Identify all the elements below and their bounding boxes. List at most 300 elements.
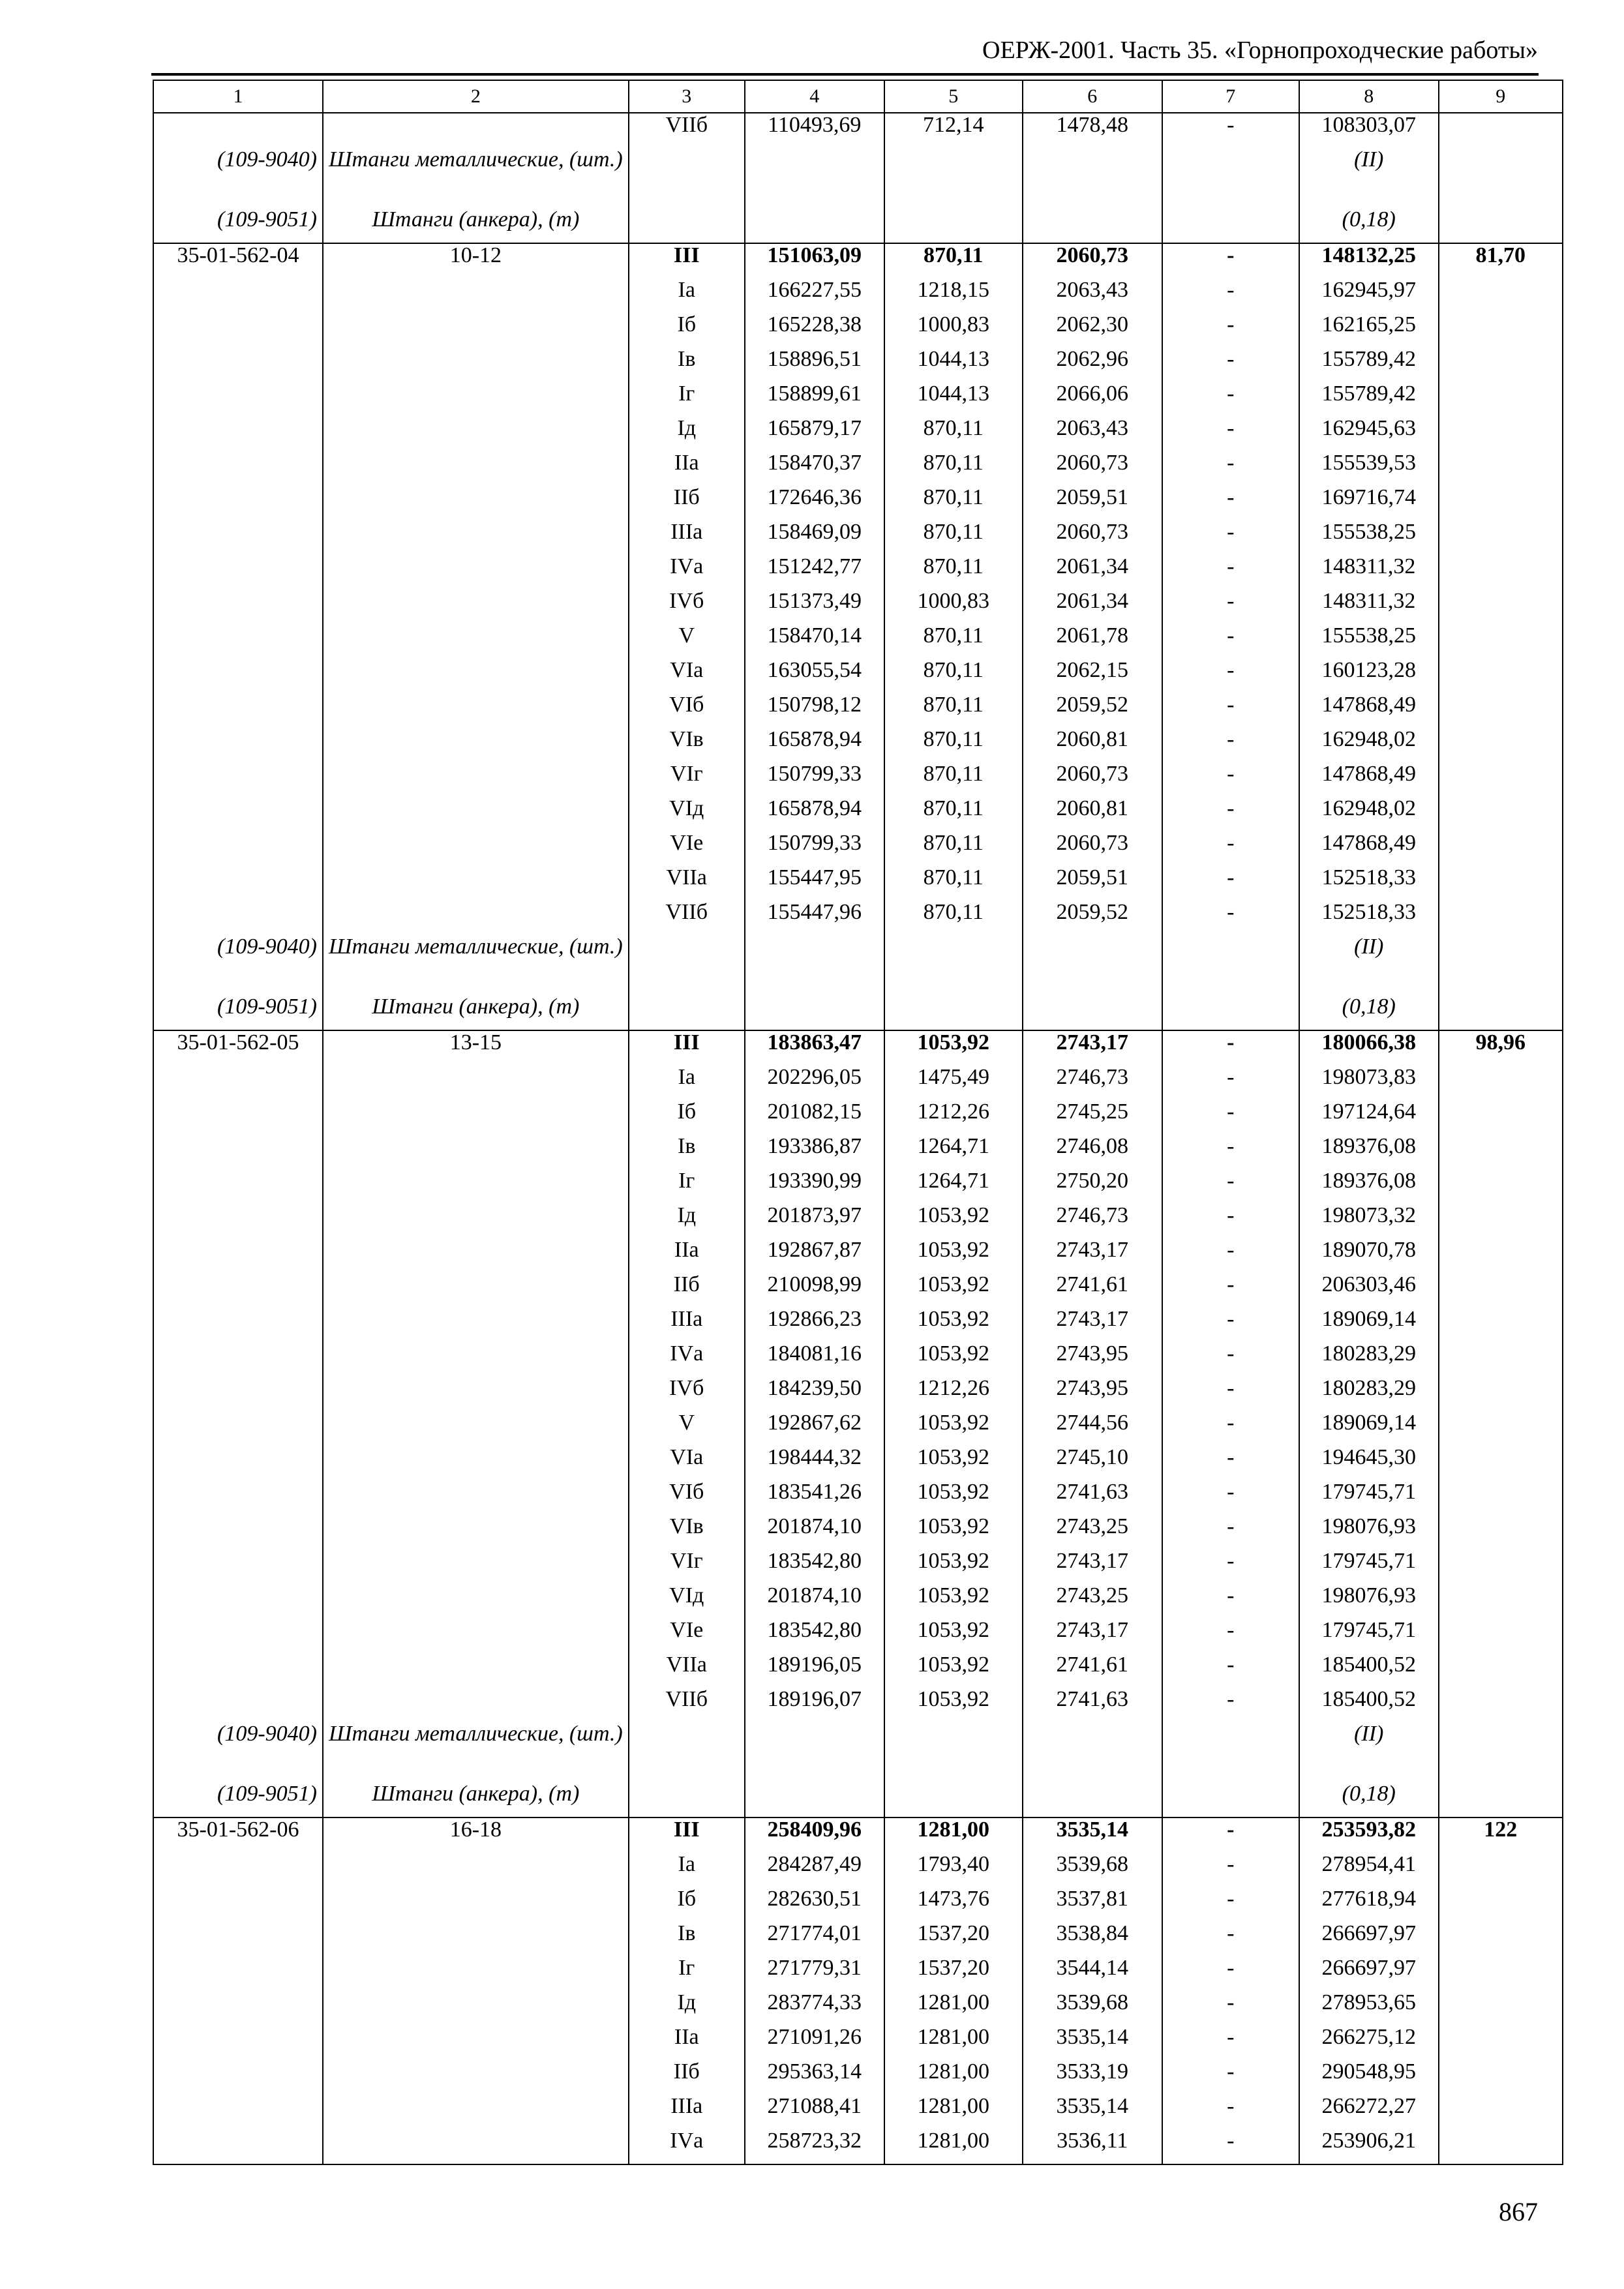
value-cell-c5: 1473,76: [884, 1887, 1023, 1922]
empty-cell: [884, 1722, 1023, 1782]
table-row: [153, 659, 1563, 693]
value-cell-c4: 282630,51: [745, 1887, 884, 1922]
value-cell-c6: 2743,17: [1023, 1308, 1162, 1342]
value-cell-c4: 155447,95: [745, 866, 884, 901]
value-cell-c7: -: [1162, 1169, 1299, 1204]
table-row: [153, 417, 1563, 451]
value-cell-c3: VIв: [629, 1515, 745, 1549]
value-cell-c5: 1537,20: [884, 1956, 1023, 1991]
empty-cell: [629, 1782, 745, 1818]
value-cell-c6: 2743,17: [1023, 1619, 1162, 1653]
value-cell-c3: VIIб: [629, 113, 745, 148]
rate-name-cell: [323, 590, 629, 624]
value-cell-c9: [1439, 1342, 1563, 1377]
value-cell-c9: [1439, 1584, 1563, 1619]
value-cell-c4: 201874,10: [745, 1515, 884, 1549]
rate-code-cell: [153, 762, 323, 797]
value-cell-c3: IIIа: [629, 1308, 745, 1342]
rate-code-cell: [153, 278, 323, 313]
value-cell-c5: 1053,92: [884, 1688, 1023, 1722]
value-cell-c7: -: [1162, 113, 1299, 148]
rate-code-cell: [153, 2060, 323, 2095]
value-cell-c3: Iа: [629, 1853, 745, 1887]
value-cell-c9: [1439, 866, 1563, 901]
rate-code-cell: [153, 1411, 323, 1446]
value-cell-c3: IVа: [629, 1342, 745, 1377]
value-cell-c7: -: [1162, 243, 1299, 278]
value-cell-c3: IVб: [629, 1377, 745, 1411]
value-cell-c3: VIг: [629, 1549, 745, 1584]
value-cell-c6: 2744,56: [1023, 1411, 1162, 1446]
rate-name-cell: [323, 1066, 629, 1100]
rate-code-cell: [153, 1308, 323, 1342]
value-cell-c9: [1439, 1549, 1563, 1584]
empty-cell: [629, 208, 745, 243]
value-cell-c4: 183542,80: [745, 1619, 884, 1653]
value-cell-c7: -: [1162, 2129, 1299, 2164]
value-cell-c4: 201874,10: [745, 1584, 884, 1619]
rate-name-cell: [323, 624, 629, 659]
column-number: 2: [323, 80, 629, 113]
value-cell-c8: 147868,49: [1299, 693, 1439, 728]
value-cell-c5: 870,11: [884, 486, 1023, 520]
rate-name-cell: [323, 1135, 629, 1169]
material-value-cell: (0,18): [1299, 208, 1439, 243]
value-cell-c4: 271088,41: [745, 2095, 884, 2129]
rate-code-cell: 35-01-562-06: [153, 1818, 323, 1853]
value-cell-c4: 192866,23: [745, 1308, 884, 1342]
value-cell-c3: Iб: [629, 1100, 745, 1135]
rate-name-cell: [323, 1308, 629, 1342]
value-cell-c7: -: [1162, 1480, 1299, 1515]
material-name-cell: Штанги (анкера), (т): [323, 1782, 629, 1818]
value-cell-c3: Iв: [629, 1922, 745, 1956]
rate-code-cell: [153, 1956, 323, 1991]
value-cell-c6: 2060,73: [1023, 520, 1162, 555]
value-cell-c5: 1218,15: [884, 278, 1023, 313]
value-cell-c9: [1439, 2129, 1563, 2164]
value-cell-c4: 271779,31: [745, 1956, 884, 1991]
table-row: [153, 1411, 1563, 1446]
value-cell-c5: 1053,92: [884, 1584, 1023, 1619]
value-cell-c6: 1478,48: [1023, 113, 1162, 148]
value-cell-c7: -: [1162, 1446, 1299, 1480]
value-cell-c7: -: [1162, 520, 1299, 555]
value-cell-c9: [1439, 1480, 1563, 1515]
value-cell-c9: [1439, 520, 1563, 555]
rate-code-cell: [153, 590, 323, 624]
value-cell-c5: 1053,92: [884, 1480, 1023, 1515]
rate-name-cell: [323, 797, 629, 831]
value-cell-c7: -: [1162, 1238, 1299, 1273]
rate-name-cell: [323, 901, 629, 935]
rate-code-cell: [153, 1991, 323, 2026]
value-cell-c6: 2062,30: [1023, 313, 1162, 348]
empty-cell: [745, 935, 884, 995]
table-row: [153, 762, 1563, 797]
value-cell-c3: IIа: [629, 451, 745, 486]
rate-name-cell: [323, 1480, 629, 1515]
value-cell-c3: Iд: [629, 1991, 745, 2026]
value-cell-c9: [1439, 1238, 1563, 1273]
value-cell-c9: [1439, 728, 1563, 762]
table-row: [153, 1066, 1563, 1100]
empty-cell: [1023, 208, 1162, 243]
rate-name-cell: [323, 417, 629, 451]
table-row: [153, 1818, 1563, 1853]
rate-code-cell: [153, 1446, 323, 1480]
empty-cell: [884, 208, 1023, 243]
rate-name-cell: [323, 520, 629, 555]
value-cell-c3: III: [629, 1030, 745, 1066]
value-cell-c6: 2061,78: [1023, 624, 1162, 659]
value-cell-c8: 189070,78: [1299, 1238, 1439, 1273]
rate-name-cell: [323, 313, 629, 348]
empty-cell: [629, 1722, 745, 1782]
value-cell-c6: 2743,17: [1023, 1030, 1162, 1066]
table-row: [153, 1342, 1563, 1377]
table-row: [153, 520, 1563, 555]
value-cell-c8: 162165,25: [1299, 313, 1439, 348]
value-cell-c8: 278953,65: [1299, 1991, 1439, 2026]
value-cell-c8: 162945,97: [1299, 278, 1439, 313]
value-cell-c5: 1053,92: [884, 1030, 1023, 1066]
rate-code-cell: [153, 1887, 323, 1922]
value-cell-c5: 1264,71: [884, 1135, 1023, 1169]
value-cell-c9: [1439, 555, 1563, 590]
table-row: [153, 1853, 1563, 1887]
rate-code-cell: [153, 417, 323, 451]
table-row: [153, 1584, 1563, 1619]
value-cell-c7: -: [1162, 624, 1299, 659]
column-number: 5: [884, 80, 1023, 113]
value-cell-c9: [1439, 1991, 1563, 2026]
value-cell-c6: 3535,14: [1023, 2026, 1162, 2060]
value-cell-c3: Iг: [629, 1169, 745, 1204]
value-cell-c9: [1439, 1135, 1563, 1169]
value-cell-c8: 189069,14: [1299, 1308, 1439, 1342]
value-cell-c8: 155538,25: [1299, 624, 1439, 659]
rate-name-cell: [323, 382, 629, 417]
value-cell-c6: 2743,17: [1023, 1549, 1162, 1584]
rate-name-cell: [323, 2095, 629, 2129]
rate-code-cell: [153, 348, 323, 382]
table-row: [153, 901, 1563, 935]
value-cell-c3: IIб: [629, 486, 745, 520]
table-row: [153, 1204, 1563, 1238]
rate-name-cell: [323, 1956, 629, 1991]
table-row: [153, 1922, 1563, 1956]
value-cell-c5: 1212,26: [884, 1377, 1023, 1411]
value-cell-c9: [1439, 278, 1563, 313]
rate-name-cell: [323, 1584, 629, 1619]
material-rods-row: [153, 1722, 1563, 1782]
value-cell-c7: -: [1162, 451, 1299, 486]
rate-name-cell: 13-15: [323, 1030, 629, 1066]
rate-name-cell: [323, 1273, 629, 1308]
value-cell-c3: Iг: [629, 382, 745, 417]
value-cell-c7: -: [1162, 382, 1299, 417]
rate-code-cell: [153, 486, 323, 520]
rate-name-cell: [323, 1853, 629, 1887]
rate-name-cell: [323, 1688, 629, 1722]
empty-cell: [1162, 1782, 1299, 1818]
value-cell-c7: -: [1162, 313, 1299, 348]
material-name-cell: Штанги металлические, (шт.): [323, 148, 629, 208]
value-cell-c7: -: [1162, 590, 1299, 624]
material-code-cell: (109-9051): [153, 995, 323, 1030]
value-cell-c5: 1053,92: [884, 1308, 1023, 1342]
table-row: [153, 1991, 1563, 2026]
value-cell-c3: Iа: [629, 1066, 745, 1100]
table-row: [153, 451, 1563, 486]
value-cell-c6: 2746,08: [1023, 1135, 1162, 1169]
value-cell-c9: [1439, 1653, 1563, 1688]
column-number: 7: [1162, 80, 1299, 113]
value-cell-c6: 2063,43: [1023, 417, 1162, 451]
rate-name-cell: [323, 1169, 629, 1204]
value-cell-c4: 166227,55: [745, 278, 884, 313]
value-cell-c6: 2746,73: [1023, 1066, 1162, 1100]
empty-cell: [884, 1782, 1023, 1818]
value-cell-c9: [1439, 693, 1563, 728]
value-cell-c9: [1439, 901, 1563, 935]
value-cell-c8: 180283,29: [1299, 1377, 1439, 1411]
value-cell-c8: 253906,21: [1299, 2129, 1439, 2164]
value-cell-c9: 81,70: [1439, 243, 1563, 278]
rate-name-cell: [323, 1446, 629, 1480]
value-cell-c7: -: [1162, 1956, 1299, 1991]
value-cell-c6: 2743,95: [1023, 1377, 1162, 1411]
table-row: [153, 1515, 1563, 1549]
rate-name-cell: [323, 2129, 629, 2164]
rate-code-cell: [153, 2095, 323, 2129]
value-cell-c6: 2061,34: [1023, 555, 1162, 590]
table-row: [153, 1446, 1563, 1480]
value-cell-c4: 198444,32: [745, 1446, 884, 1480]
value-cell-c9: [1439, 1066, 1563, 1100]
rate-name-cell: [323, 866, 629, 901]
value-cell-c5: 870,11: [884, 520, 1023, 555]
value-cell-c3: Iв: [629, 348, 745, 382]
rate-code-cell: [153, 1135, 323, 1169]
value-cell-c5: 1053,92: [884, 1411, 1023, 1446]
rate-code-cell: [153, 1653, 323, 1688]
value-cell-c9: [1439, 1204, 1563, 1238]
rate-code-cell: [153, 313, 323, 348]
value-cell-c9: [1439, 1887, 1563, 1922]
value-cell-c7: -: [1162, 2060, 1299, 2095]
value-cell-c7: -: [1162, 278, 1299, 313]
value-cell-c3: IVа: [629, 2129, 745, 2164]
column-number: 3: [629, 80, 745, 113]
table-row: [153, 693, 1563, 728]
empty-cell: [884, 995, 1023, 1030]
value-cell-c9: [1439, 1515, 1563, 1549]
value-cell-c7: -: [1162, 1853, 1299, 1887]
value-cell-c4: 193390,99: [745, 1169, 884, 1204]
value-cell-c8: 147868,49: [1299, 831, 1439, 866]
rate-name-cell: 10-12: [323, 243, 629, 278]
value-cell-c4: 158896,51: [745, 348, 884, 382]
value-cell-c9: [1439, 1853, 1563, 1887]
table-row: [153, 113, 1563, 148]
table-row: [153, 1238, 1563, 1273]
material-code-cell: (109-9051): [153, 1782, 323, 1818]
value-cell-c4: 183542,80: [745, 1549, 884, 1584]
value-cell-c8: 155538,25: [1299, 520, 1439, 555]
rate-name-cell: [323, 1887, 629, 1922]
table-row: [153, 1619, 1563, 1653]
value-cell-c5: 1000,83: [884, 313, 1023, 348]
value-cell-c4: 202296,05: [745, 1066, 884, 1100]
value-cell-c5: 1053,92: [884, 1238, 1023, 1273]
material-value-cell: (II): [1299, 148, 1439, 208]
value-cell-c4: 192867,62: [745, 1411, 884, 1446]
rate-code-cell: [153, 1238, 323, 1273]
value-cell-c5: 1212,26: [884, 1100, 1023, 1135]
value-cell-c3: VIг: [629, 762, 745, 797]
value-cell-c3: IVб: [629, 590, 745, 624]
rate-code-cell: [153, 113, 323, 148]
value-cell-c6: 2741,61: [1023, 1653, 1162, 1688]
empty-cell: [1162, 208, 1299, 243]
value-cell-c6: 2741,63: [1023, 1688, 1162, 1722]
rate-code-cell: [153, 1688, 323, 1722]
value-cell-c5: 1053,92: [884, 1619, 1023, 1653]
value-cell-c7: -: [1162, 762, 1299, 797]
value-cell-c4: 192867,87: [745, 1238, 884, 1273]
value-cell-c7: -: [1162, 797, 1299, 831]
value-cell-c5: 1053,92: [884, 1515, 1023, 1549]
value-cell-c4: 151063,09: [745, 243, 884, 278]
rate-name-cell: [323, 1991, 629, 2026]
value-cell-c5: 1281,00: [884, 2095, 1023, 2129]
value-cell-c4: 158469,09: [745, 520, 884, 555]
value-cell-c8: 179745,71: [1299, 1480, 1439, 1515]
value-cell-c4: 151242,77: [745, 555, 884, 590]
value-cell-c3: IIб: [629, 1273, 745, 1308]
value-cell-c6: 3533,19: [1023, 2060, 1162, 2095]
value-cell-c8: 266272,27: [1299, 2095, 1439, 2129]
rate-name-cell: [323, 1411, 629, 1446]
value-cell-c6: 3537,81: [1023, 1887, 1162, 1922]
material-name-cell: Штанги (анкера), (т): [323, 995, 629, 1030]
table-row: [153, 1653, 1563, 1688]
value-cell-c3: VIIа: [629, 1653, 745, 1688]
rate-name-cell: [323, 1922, 629, 1956]
value-cell-c9: [1439, 2026, 1563, 2060]
value-cell-c8: 148132,25: [1299, 243, 1439, 278]
value-cell-c3: V: [629, 624, 745, 659]
value-cell-c7: -: [1162, 1991, 1299, 2026]
table-row: [153, 2129, 1563, 2164]
value-cell-c4: 165879,17: [745, 417, 884, 451]
rate-code-cell: [153, 693, 323, 728]
value-cell-c7: -: [1162, 1273, 1299, 1308]
value-cell-c9: [1439, 1446, 1563, 1480]
value-cell-c5: 870,11: [884, 659, 1023, 693]
rate-code-cell: [153, 1584, 323, 1619]
value-cell-c4: 201082,15: [745, 1100, 884, 1135]
value-cell-c3: IVа: [629, 555, 745, 590]
empty-cell: [1023, 1722, 1162, 1782]
value-cell-c8: 189376,08: [1299, 1135, 1439, 1169]
value-cell-c8: 194645,30: [1299, 1446, 1439, 1480]
value-cell-c4: 184081,16: [745, 1342, 884, 1377]
value-cell-c4: 271091,26: [745, 2026, 884, 2060]
value-cell-c9: [1439, 1619, 1563, 1653]
value-cell-c9: [1439, 1169, 1563, 1204]
value-cell-c3: IIIа: [629, 2095, 745, 2129]
rate-code-cell: [153, 1549, 323, 1584]
rate-name-cell: [323, 1342, 629, 1377]
empty-cell: [1023, 148, 1162, 208]
value-cell-c3: IIа: [629, 1238, 745, 1273]
value-cell-c4: 158899,61: [745, 382, 884, 417]
value-cell-c8: 277618,94: [1299, 1887, 1439, 1922]
value-cell-c8: 162945,63: [1299, 417, 1439, 451]
table-row: [153, 1688, 1563, 1722]
value-cell-c5: 1281,00: [884, 2026, 1023, 2060]
material-anchor-row: [153, 995, 1563, 1030]
rate-code-cell: [153, 831, 323, 866]
value-cell-c5: 870,11: [884, 624, 1023, 659]
value-cell-c4: 284287,49: [745, 1853, 884, 1887]
table-row: [153, 1377, 1563, 1411]
value-cell-c9: [1439, 486, 1563, 520]
rate-code-cell: [153, 382, 323, 417]
value-cell-c7: -: [1162, 659, 1299, 693]
value-cell-c5: 870,11: [884, 693, 1023, 728]
value-cell-c4: 155447,96: [745, 901, 884, 935]
value-cell-c4: 189196,07: [745, 1688, 884, 1722]
rate-code-cell: [153, 2129, 323, 2164]
value-cell-c7: -: [1162, 1100, 1299, 1135]
value-cell-c7: -: [1162, 417, 1299, 451]
value-cell-c3: Iв: [629, 1135, 745, 1169]
value-cell-c9: 98,96: [1439, 1030, 1563, 1066]
value-cell-c5: 1053,92: [884, 1549, 1023, 1584]
value-cell-c6: 2746,73: [1023, 1204, 1162, 1238]
material-name-cell: Штанги металлические, (шт.): [323, 935, 629, 995]
value-cell-c9: [1439, 1377, 1563, 1411]
rate-name-cell: [323, 1653, 629, 1688]
value-cell-c8: 290548,95: [1299, 2060, 1439, 2095]
material-value-cell: (II): [1299, 935, 1439, 995]
value-cell-c5: 870,11: [884, 831, 1023, 866]
value-cell-c8: 185400,52: [1299, 1688, 1439, 1722]
table-row: [153, 278, 1563, 313]
material-code-cell: (109-9040): [153, 148, 323, 208]
value-cell-c3: Iг: [629, 1956, 745, 1991]
table-row: [153, 348, 1563, 382]
value-cell-c7: -: [1162, 1887, 1299, 1922]
rate-name-cell: [323, 1238, 629, 1273]
material-name-cell: Штанги металлические, (шт.): [323, 1722, 629, 1782]
value-cell-c7: -: [1162, 2026, 1299, 2060]
value-cell-c5: 1053,92: [884, 1273, 1023, 1308]
value-cell-c7: -: [1162, 555, 1299, 590]
rate-name-cell: [323, 451, 629, 486]
value-cell-c6: 3535,14: [1023, 2095, 1162, 2129]
rate-name-cell: [323, 1100, 629, 1135]
value-cell-c6: 2745,10: [1023, 1446, 1162, 1480]
value-cell-c4: 165228,38: [745, 313, 884, 348]
table-row: [153, 1480, 1563, 1515]
value-cell-c8: 278954,41: [1299, 1853, 1439, 1887]
value-cell-c7: -: [1162, 1308, 1299, 1342]
